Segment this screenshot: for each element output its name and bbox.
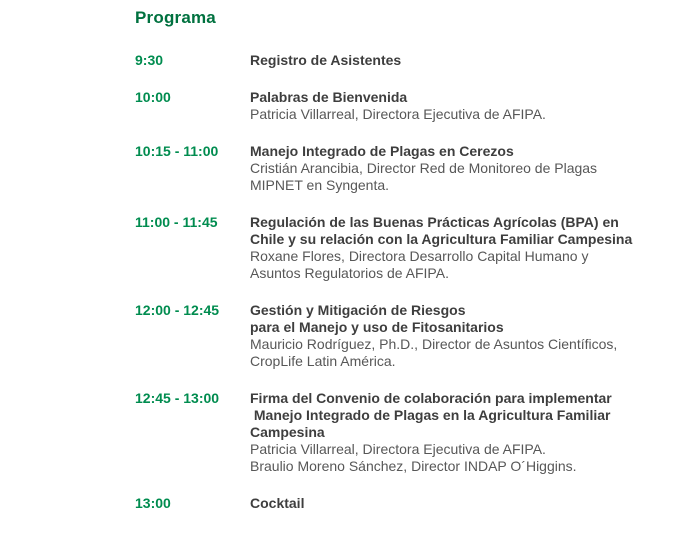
session-speaker-line: Asuntos Regulatorios de AFIPA. [250, 265, 449, 281]
schedule-list [135, 52, 680, 512]
session-details [250, 214, 680, 282]
session-speaker-line: CropLife Latin América. [250, 353, 396, 369]
session-title-line: Gestión y Mitigación de Riesgos [250, 302, 466, 318]
session-details [250, 143, 680, 194]
session-title-line: Firma del Convenio de colaboración para implementar [250, 390, 612, 406]
session-title-line: Manejo Integrado de Plagas en la Agricultura Familiar [250, 407, 611, 423]
session-title-line: Manejo Integrado de Plagas en Cerezos [250, 143, 514, 159]
session-title-line: Campesina [250, 424, 325, 440]
session-speaker-line: Braulio Moreno Sánchez, Director INDAP O´Higgins. [250, 458, 577, 474]
session-speaker-line: Cristián Arancibia, Director Red de Monitoreo de Plagas [250, 160, 598, 176]
session-details [250, 495, 680, 512]
session-title-line: Cocktail [250, 495, 305, 511]
session-title-line: Palabras de Bienvenida [250, 89, 408, 105]
time-label: 13:00 [135, 495, 171, 511]
session-speaker-line: Patricia Villarreal, Directora Ejecutiva de AFIPA. [250, 106, 546, 122]
session-speaker-line: Patricia Villarreal, Directora Ejecutiva de AFIPA. [250, 441, 546, 457]
page-title: Programa [135, 8, 216, 27]
session-details [250, 52, 680, 69]
session-title-line: Regulación de las Buenas Prácticas Agrícolas (BPA) en [250, 214, 619, 230]
schedule-row [135, 495, 680, 512]
schedule-row [135, 214, 680, 282]
time-label: 11:00 - 11:45 [135, 214, 218, 230]
session-speaker-line: Mauricio Rodríguez, Ph.D., Director de Asuntos Científicos, [250, 336, 618, 352]
session-speaker-line: MIPNET en Syngenta. [250, 177, 390, 193]
session-title-line: para el Manejo y uso de Fitosanitarios [250, 319, 504, 335]
time-label: 12:00 - 12:45 [135, 302, 220, 318]
schedule-row [135, 302, 680, 370]
schedule-row [135, 89, 680, 123]
time-label: 10:00 [135, 89, 171, 105]
time-label: 12:45 - 13:00 [135, 390, 220, 406]
session-details [250, 390, 680, 475]
schedule-row [135, 390, 680, 475]
session-details [250, 302, 680, 370]
time-label: 10:15 - 11:00 [135, 143, 219, 159]
session-speaker-line: Roxane Flores, Directora Desarrollo Capital Humano y [250, 248, 589, 264]
session-details [250, 89, 680, 123]
schedule-row [135, 52, 680, 69]
time-label: 9:30 [135, 52, 164, 68]
session-title-line: Registro de Asistentes [250, 52, 402, 68]
session-title-line: Chile y su relación con la Agricultura Familiar Campesina [250, 231, 633, 247]
schedule-row [135, 143, 680, 194]
